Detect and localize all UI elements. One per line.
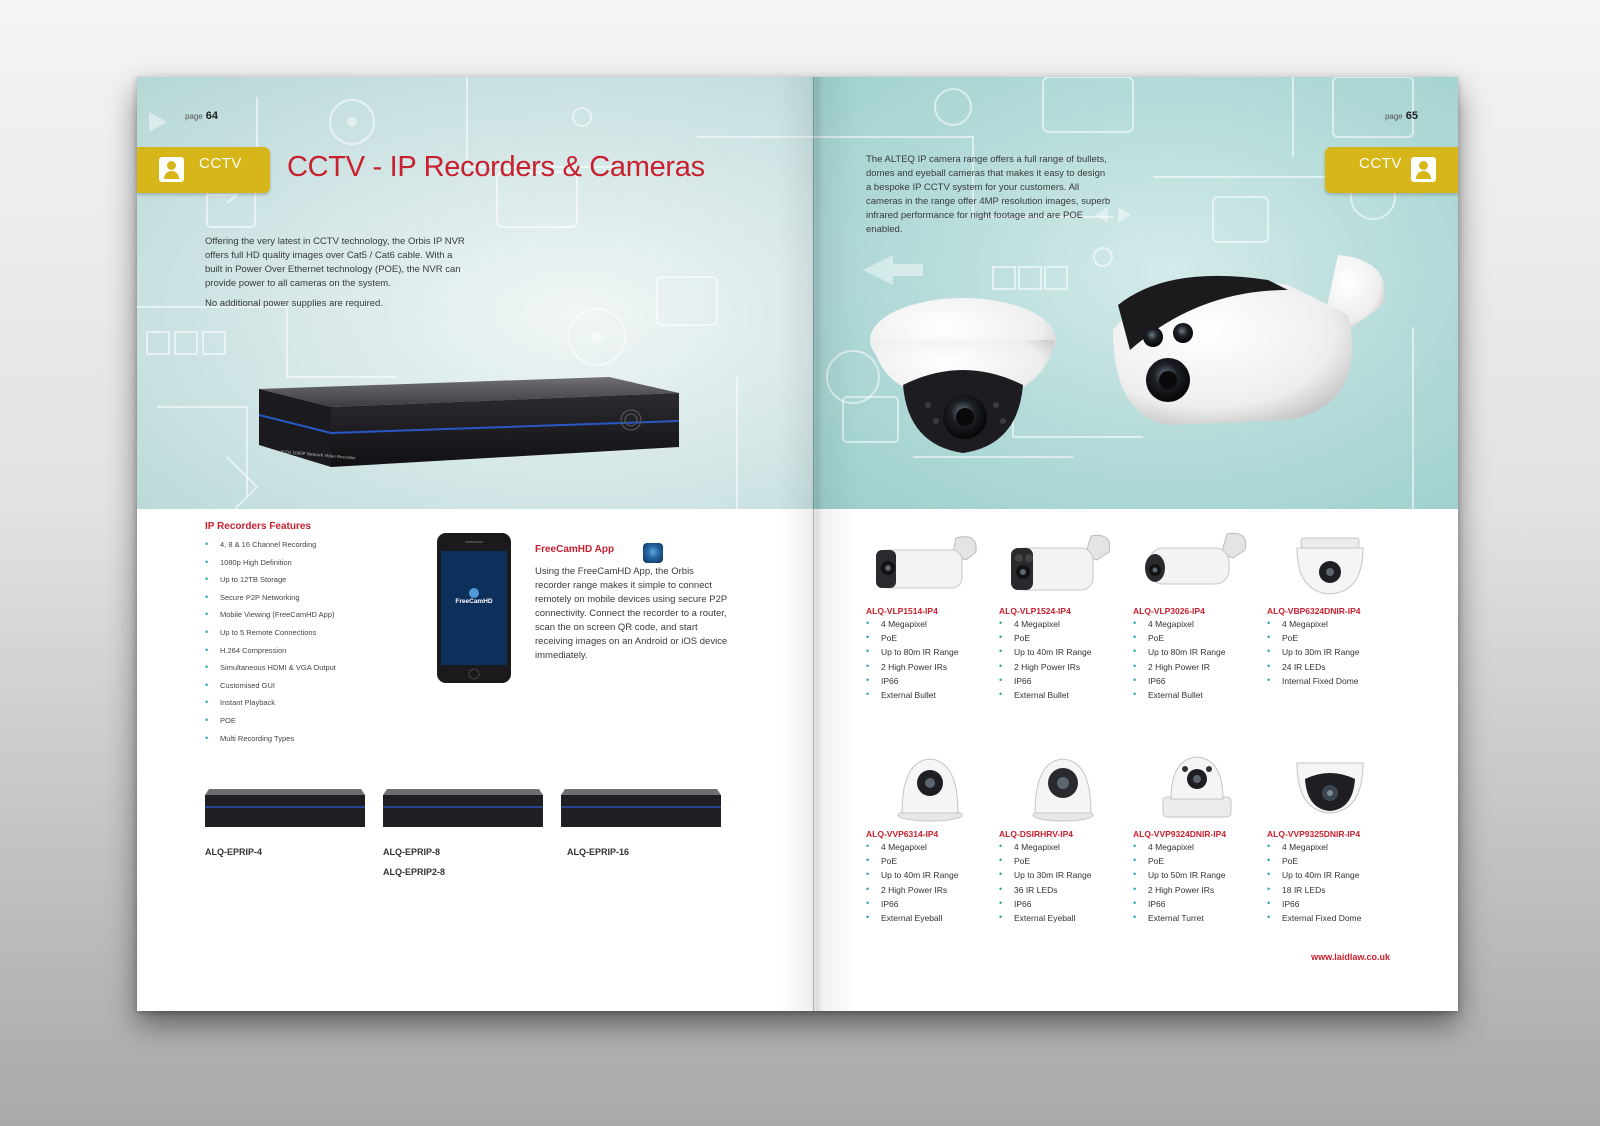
right-page bbox=[813, 77, 1458, 1011]
list-item: • IP66 bbox=[866, 898, 994, 912]
list-item: • 4, 8 & 16 Channel Recording bbox=[205, 539, 395, 557]
intro-note: No additional power supplies are required. bbox=[205, 298, 383, 309]
list-item: • Up to 5 Remote Connections bbox=[205, 627, 395, 645]
model-label: ALQ-EPRIP-8 bbox=[383, 847, 441, 857]
list-item: • 4 Megapixel bbox=[1267, 841, 1395, 855]
features-heading: IP Recorders Features bbox=[205, 521, 311, 532]
list-item: • 18 IR LEDs bbox=[1267, 884, 1395, 898]
bullet-camera-image bbox=[999, 530, 1127, 602]
page-number-left: page 64 bbox=[185, 110, 219, 122]
website-link[interactable]: www.laidlaw.co.uk bbox=[1311, 952, 1390, 962]
list-item: • 36 IR LEDs bbox=[999, 884, 1127, 898]
list-item: • POE bbox=[205, 715, 395, 733]
list-item: • Up to 30m IR Range bbox=[1267, 646, 1395, 660]
list-item: • 2 High Power IRs bbox=[1133, 884, 1261, 898]
list-item: • PoE bbox=[999, 632, 1127, 646]
dome-camera-image bbox=[1267, 753, 1395, 825]
nvr-thumbnail bbox=[383, 785, 543, 829]
list-item: • 24 IR LEDs bbox=[1267, 661, 1395, 675]
list-item: • Up to 30m IR Range bbox=[999, 869, 1127, 883]
features-list bbox=[205, 539, 395, 750]
list-item: • PoE bbox=[866, 632, 994, 646]
page-number-right: page 65 bbox=[1384, 110, 1418, 122]
list-item: • Up to 80m IR Range bbox=[866, 646, 994, 660]
list-item: • IP66 bbox=[1133, 675, 1261, 689]
list-item: • Up to 80m IR Range bbox=[1133, 646, 1261, 660]
camera-model-name: ALQ-VBP6324DNIR-IP4 bbox=[1267, 606, 1361, 616]
list-item: • Up to 40m IR Range bbox=[999, 646, 1127, 660]
list-item: • 4 Megapixel bbox=[1267, 618, 1395, 632]
user-icon bbox=[1411, 157, 1436, 182]
camera-model-name: ALQ-VLP1514-IP4 bbox=[866, 606, 938, 616]
list-item: • IP66 bbox=[999, 675, 1127, 689]
tab-label: CCTV bbox=[1359, 155, 1402, 172]
model-label: ALQ-EPRIP-16 bbox=[567, 847, 630, 857]
ip-cameras-hero-image bbox=[868, 245, 1398, 475]
page-title: CCTV - IP Recorders & Cameras bbox=[287, 151, 705, 183]
freecamhd-app-icon bbox=[643, 543, 663, 563]
list-item: • PoE bbox=[1267, 855, 1395, 869]
camera-spec-list bbox=[999, 841, 1127, 926]
left-hero-banner bbox=[137, 77, 813, 509]
list-item: • PoE bbox=[1267, 632, 1395, 646]
camera-model-name: ALQ-VVP9324DNIR-IP4 bbox=[1133, 829, 1227, 839]
camera-spec-list bbox=[1133, 618, 1261, 703]
list-item: • Secure P2P Networking bbox=[205, 592, 395, 610]
list-item: • PoE bbox=[866, 855, 994, 869]
app-heading: FreeCamHD App bbox=[535, 544, 615, 555]
list-item: • External Bullet bbox=[866, 689, 994, 703]
list-item: • Internal Fixed Dome bbox=[1267, 675, 1395, 689]
model-label: ALQ-EPRIP2-8 bbox=[383, 867, 446, 877]
list-item: • PoE bbox=[999, 855, 1127, 869]
camera-spec-list bbox=[866, 618, 994, 703]
list-item: • 2 High Power IR bbox=[1133, 661, 1261, 675]
app-screen-label: FreeCamHD bbox=[455, 598, 493, 605]
intro-paragraph: The ALTEQ IP camera range offers a full range of bullets, domes and eyeball cameras that makes it easy to design a bespoke IP CCTV system for your customers. All cameras in the range offer 4MP resolution images, superb infrared performance for night footage and are POE enabled. bbox=[866, 154, 1111, 235]
cctv-section-tab-right bbox=[1325, 147, 1458, 193]
cctv-section-tab-left bbox=[137, 147, 270, 193]
list-item: • External Fixed Dome bbox=[1267, 912, 1395, 926]
list-item: • 4 Megapixel bbox=[1133, 841, 1261, 855]
list-item: • IP66 bbox=[1133, 898, 1261, 912]
list-item: • IP66 bbox=[999, 898, 1127, 912]
list-item: • 2 High Power IRs bbox=[999, 661, 1127, 675]
camera-model-name: ALQ-VVP9325DNIR-IP4 bbox=[1267, 829, 1361, 839]
turret-camera-image bbox=[1133, 753, 1261, 825]
camera-model-name: ALQ-DSIRHRV-IP4 bbox=[999, 829, 1073, 839]
nvr-thumbnail bbox=[561, 785, 721, 829]
list-item: • Instant Playback bbox=[205, 697, 395, 715]
right-hero-banner bbox=[813, 77, 1458, 509]
list-item: • Customised GUI bbox=[205, 680, 395, 698]
bullet-camera-image bbox=[866, 530, 994, 602]
brochure-spread bbox=[137, 77, 1458, 1011]
camera-spec-list bbox=[1267, 841, 1395, 926]
model-label: ALQ-EPRIP-4 bbox=[205, 847, 263, 857]
camera-spec-list bbox=[999, 618, 1127, 703]
list-item: • H.264 Compression bbox=[205, 645, 395, 663]
list-item: • Up to 40m IR Range bbox=[866, 869, 994, 883]
list-item: • 2 High Power IRs bbox=[866, 884, 994, 898]
list-item: • External Turret bbox=[1133, 912, 1261, 926]
list-item: • 4 Megapixel bbox=[1133, 618, 1261, 632]
camera-spec-list bbox=[866, 841, 994, 926]
dome-camera-image bbox=[1267, 530, 1395, 602]
list-item: • Up to 40m IR Range bbox=[1267, 869, 1395, 883]
list-item: • External Bullet bbox=[1133, 689, 1261, 703]
list-item: • Up to 50m IR Range bbox=[1133, 869, 1261, 883]
list-item: • PoE bbox=[1133, 855, 1261, 869]
list-item: • 4 Megapixel bbox=[999, 618, 1127, 632]
list-item: • IP66 bbox=[1267, 898, 1395, 912]
bullet-camera-image bbox=[1133, 530, 1261, 602]
camera-model-name: ALQ-VLP1524-IP4 bbox=[999, 606, 1071, 616]
camera-model-name: ALQ-VLP3026-IP4 bbox=[1133, 606, 1205, 616]
list-item: • Mobile Viewing (FreeCamHD App) bbox=[205, 609, 395, 627]
list-item: • External Eyeball bbox=[999, 912, 1127, 926]
list-item: • 2 High Power IRs bbox=[866, 661, 994, 675]
list-item: • Simultaneous HDMI & VGA Output bbox=[205, 662, 395, 680]
list-item: • IP66 bbox=[866, 675, 994, 689]
spine-line bbox=[813, 77, 814, 1011]
camera-model-name: ALQ-VVP6314-IP4 bbox=[866, 829, 939, 839]
intro-paragraph: Offering the very latest in CCTV technology, the Orbis IP NVR offers full HD quality images over Cat5 / Cat6 cable. With a built in Power Over Ethernet technology (POE), the NVR can provide power to all cameras on the system. bbox=[205, 236, 465, 289]
user-icon bbox=[159, 157, 184, 182]
app-description: Using the FreeCamHD App, the Orbis recorder range makes it simple to connect remotely on mobile devices using secure P2P connectivity. Connect the recorder to a router, scan the on screen QR code, and start receiving images on an Android or iOS device immediately. bbox=[535, 566, 728, 661]
nvr-recorder-image bbox=[259, 377, 679, 472]
list-item: • 4 Megapixel bbox=[999, 841, 1127, 855]
list-item: • Up to 12TB Storage bbox=[205, 574, 395, 592]
nvr-front-label: 8 CH 1080P Network Video Recorder bbox=[280, 449, 356, 461]
left-page bbox=[137, 77, 813, 1011]
list-item: • External Eyeball bbox=[866, 912, 994, 926]
smartphone-image bbox=[437, 533, 511, 683]
list-item: • PoE bbox=[1133, 632, 1261, 646]
camera-spec-list bbox=[1267, 618, 1395, 689]
list-item: • 4 Megapixel bbox=[866, 841, 994, 855]
eyeball-camera-image bbox=[999, 753, 1127, 825]
list-item: • 1080p High Definition bbox=[205, 557, 395, 575]
nvr-thumbnail bbox=[205, 785, 365, 829]
list-item: • Multi Recording Types bbox=[205, 733, 395, 751]
tab-label: CCTV bbox=[199, 155, 242, 172]
eyeball-camera-image bbox=[866, 753, 994, 825]
list-item: • External Bullet bbox=[999, 689, 1127, 703]
camera-spec-list bbox=[1133, 841, 1261, 926]
list-item: • 4 Megapixel bbox=[866, 618, 994, 632]
